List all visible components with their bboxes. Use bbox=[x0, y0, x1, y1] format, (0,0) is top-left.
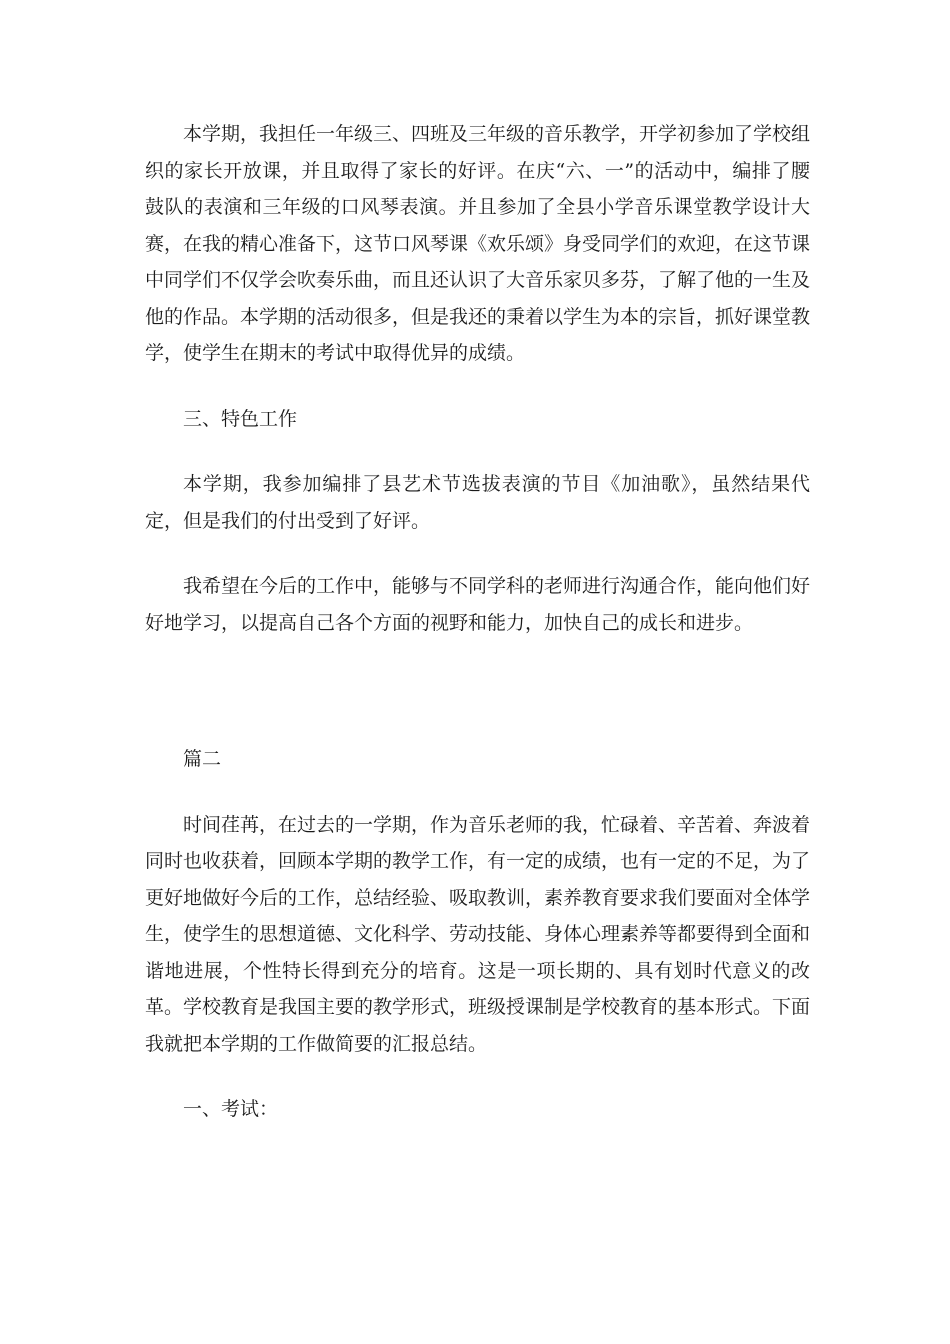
section-heading-part-two: 篇二 bbox=[183, 748, 222, 770]
document-body bbox=[145, 116, 810, 1128]
paragraph-semester-review: 时间荏苒，在过去的一学期，作为音乐老师的我，忙碌着、辛苦着、奔波着同时也收获着，回顾本学期的教学工作，有一定的成绩，也有一定的不足，为了更好地做好今后的工作，总结经验、吸取教训，素养教育要求我们要面对全体学生，使学生的思想道德、文化科学、劳动技能、身体心理素养等都要得到全面和谐地进展，个性特长得到充分的培育。这是一项长期的、具有划时代意义的改革。学校教育是我国主要的教学形式，班级授课制是学校教育的基本形式。下面我就把本学期的工作做简要的汇报总结。 bbox=[145, 813, 811, 1055]
section-heading-special-work: 三、特色工作 bbox=[183, 407, 298, 430]
paragraph-art-festival: 本学期，我参加编排了县艺术节选拔表演的节目《加油歌》，虽然结果代定，但是我们的付出受到了好评。 bbox=[145, 473, 810, 532]
paragraph-semester-activities: 本学期，我担任一年级三、四班及三年级的音乐教学，开学初参加了学校组织的家长开放课，并且取得了家长的好评。在庆“六、一”的活动中，编排了腰鼓队的表演和三年级的口风琴表演。并且参加了全县小学音乐课堂教学设计大赛，在我的精心准备下，这节口风琴课《欢乐颂》身受同学们的欢迎，在这节课中同学们不仅学会吹奏乐曲，而且还认识了大音乐家贝多芬，了解了他的一生及他的作品。本学期的活动很多，但是我还的秉着以学生为本的宗旨，抓好课堂教学，使学生在期末的考试中取得优异的成绩。 bbox=[145, 123, 811, 364]
section-heading-exam: 一、考试： bbox=[183, 1098, 279, 1120]
paragraph-future-hopes: 我希望在今后的工作中，能够与不同学科的老师进行沟通合作，能向他们好好地学习，以提高自己各个方面的视野和能力，加快自己的成长和进步。 bbox=[145, 575, 811, 634]
